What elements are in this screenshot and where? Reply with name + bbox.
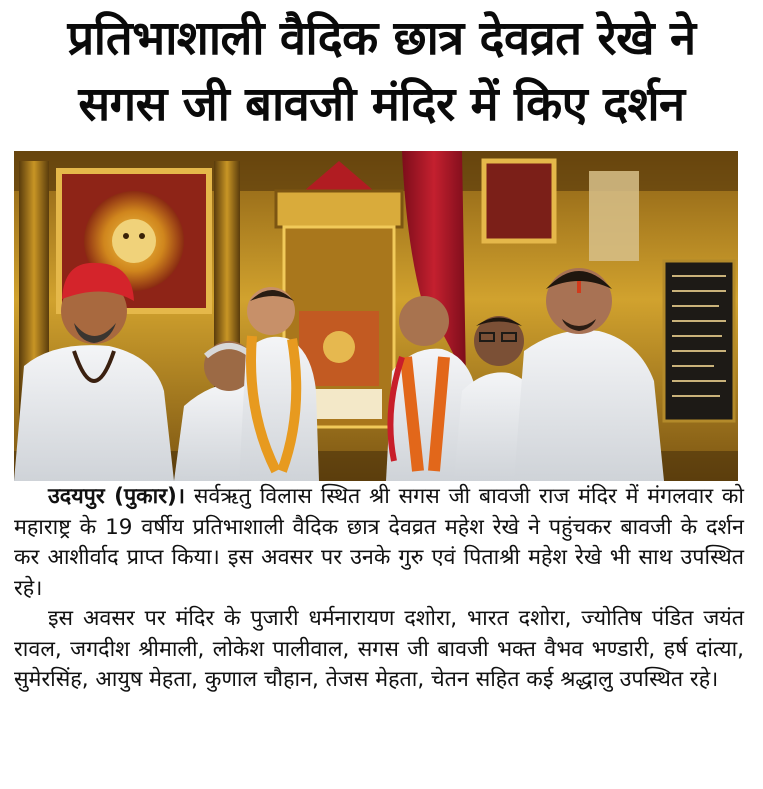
article-body (14, 482, 744, 696)
article-paragraph-1-text: सर्वऋतु विलास स्थित श्री सगस जी बावजी राज मंदिर में मंगलवार को महाराष्ट्र के 19 वर्षीय प्रतिभाशाली वैदिक छात्र देवव्रत महेश रेखे ने पहुंचकर बावजी के दर्शन कर आशीर्वाद प्राप्त किया। इस अवसर पर उनके गुरु एवं पिताश्री महेश रेखे भी साथ उपस्थित रहे। (14, 484, 744, 601)
headline-line-2: सगस जी बावजी मंदिर में किए दर्शन (78, 77, 685, 132)
headline-line-1: प्रतिभाशाली वैदिक छात्र देवव्रत रेखे ने (67, 11, 696, 66)
article-paragraph-1 (14, 482, 744, 604)
headline (8, 6, 755, 138)
news-photo (14, 151, 738, 481)
dateline: उदयपुर (पुकार)। (48, 484, 186, 509)
article-paragraph-2: इस अवसर पर मंदिर के पुजारी धर्मनारायण दशोरा, भारत दशोरा, ज्योतिष पंडित जयंत रावल, जगदीश श्रीमाली, लोकेश पालीवाल, सगस जी बावजी भक्त वैभव भण्डारी, हर्ष दांत्या, सुमेरसिंह, आयुष मेहता, कुणाल चौहान, तेजस मेहता, चेतन सहित कई श्रद्धालु उपस्थित रहे। (14, 606, 744, 692)
temple-photo-illustration (14, 151, 738, 481)
